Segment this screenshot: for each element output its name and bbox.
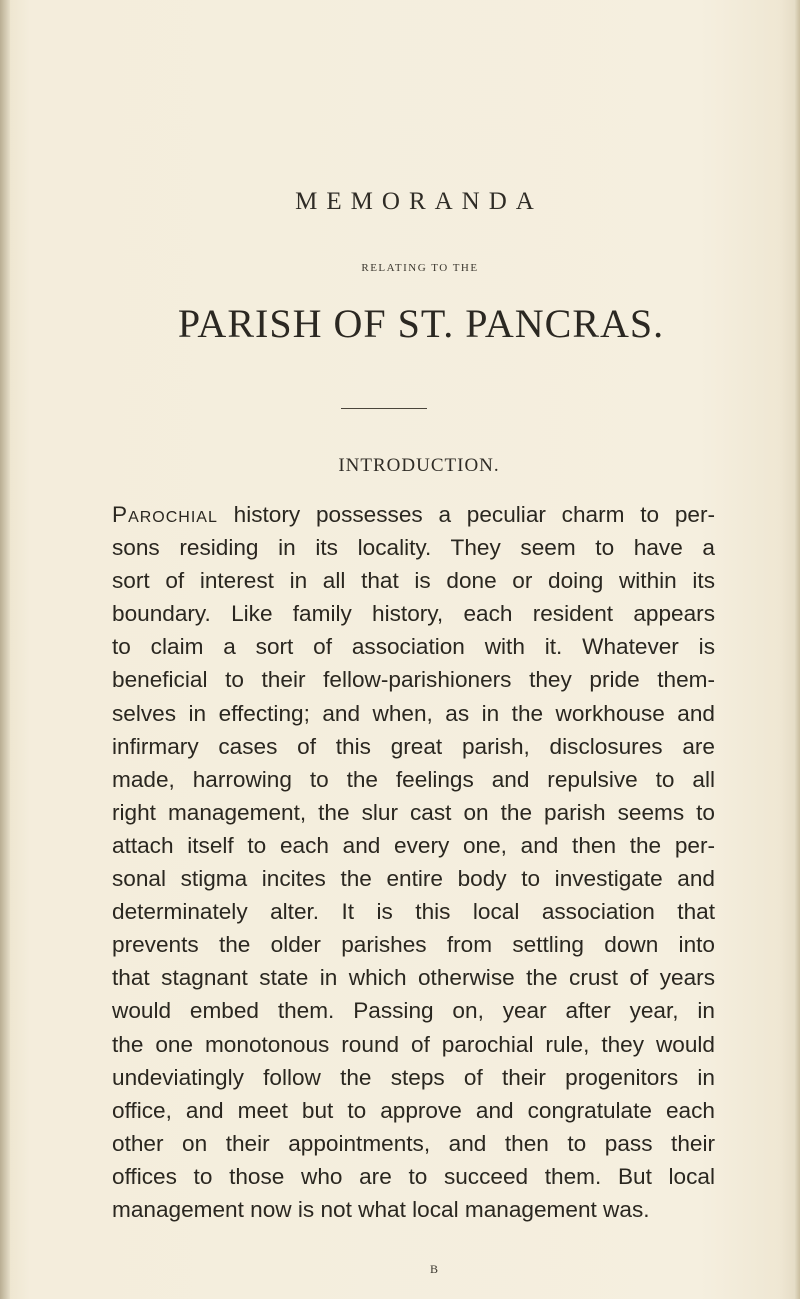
paragraph-line: selves in effecting; and when, as in the workhouse and [112, 700, 715, 726]
divider-rule [341, 408, 427, 409]
paragraph-line: office, and meet but to approve and congratulate each [112, 1097, 715, 1123]
paragraph-line: undeviatingly follow the steps of their progenitors in [112, 1064, 715, 1090]
paragraph-line: other on their appointments, and then to pass their [112, 1130, 715, 1156]
paragraph-line: sons residing in its locality. They seem to have a [112, 535, 715, 561]
paragraph-line: the one monotonous round of parochial rule, they would [112, 1031, 715, 1057]
paragraph-line: that stagnant state in which otherwise the crust of years [112, 965, 715, 991]
parish-heading: PARISH OF ST. PANCRAS. [177, 301, 665, 346]
page-title: MEMORANDA [295, 188, 543, 215]
paragraph-line: to claim a sort of association with it. Whatever is [112, 634, 715, 660]
body-paragraph [112, 498, 715, 1226]
paragraph-line: determinately alter. It is this local association that [112, 899, 715, 925]
paragraph-line: Parochial history possesses a peculiar charm to per- [112, 502, 715, 527]
paragraph-line: management now is not what local management was. [112, 1196, 650, 1222]
paragraph-line: attach itself to each and every one, and then the per- [112, 832, 715, 858]
signature-mark: B [430, 1262, 440, 1276]
section-heading: INTRODUCTION. [338, 455, 500, 476]
paragraph-line: made, harrowing to the feelings and repulsive to all [112, 766, 715, 792]
paragraph-line: would embed them. Passing on, year after year, in [112, 998, 715, 1024]
subtitle: RELATING TO THE [361, 262, 479, 274]
first-word: Parochial [112, 502, 218, 527]
paragraph-line: offices to those who are to succeed them. But local [112, 1163, 715, 1189]
paragraph-line: boundary. Like family history, each resident appears [112, 601, 715, 627]
paragraph-line: right management, the slur cast on the parish seems to [112, 799, 715, 825]
paragraph-line: prevents the older parishes from settling down into [112, 932, 715, 958]
paragraph-line: sonal stigma incites the entire body to investigate and [112, 866, 715, 892]
paragraph-line: infirmary cases of this great parish, disclosures are [112, 733, 715, 759]
paragraph-line: sort of interest in all that is done or doing within its [112, 568, 715, 594]
paragraph-line: beneficial to their fellow-parishioners they pride them- [112, 667, 715, 693]
